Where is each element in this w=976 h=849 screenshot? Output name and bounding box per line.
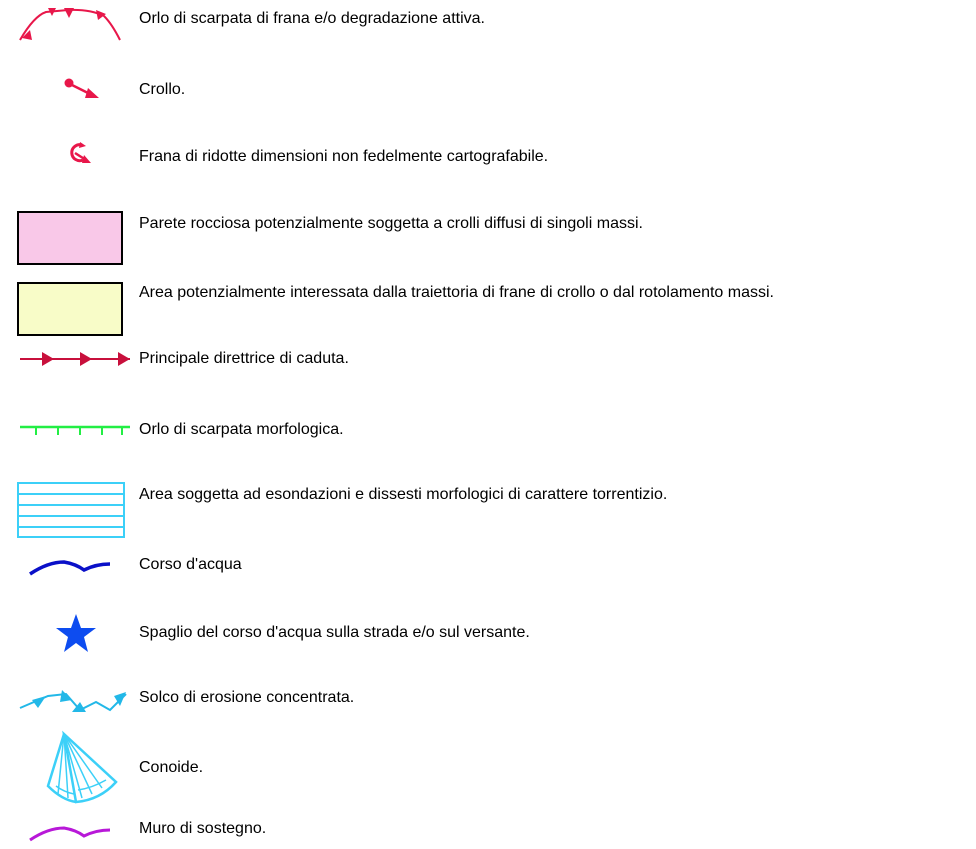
legend-label: Solco di erosione concentrata. [139, 689, 355, 706]
legend-item [0, 480, 976, 540]
legend-item [0, 728, 976, 808]
legend-label: Crollo. [139, 81, 186, 98]
erosion-furrow-icon [18, 686, 130, 716]
legend-label: Conoide. [139, 759, 204, 776]
rockfall-arrow-icon [64, 76, 104, 102]
legend-label: Orlo di scarpata di frana e/o degradazione attiva. [139, 10, 485, 27]
pink-area-icon [17, 211, 123, 265]
legend-item [0, 345, 976, 375]
scarp-active-icon [16, 4, 126, 44]
legend-item [0, 135, 976, 175]
retaining-wall-line-icon [28, 820, 112, 844]
morphological-scarp-icon [18, 423, 133, 439]
legend-item [0, 814, 976, 849]
small-landslide-icon [64, 140, 94, 166]
legend-label: Parete rocciosa potenzialmente soggetta a crolli diffusi di singoli massi. [139, 215, 643, 232]
alluvial-fan-icon [44, 730, 124, 804]
legend-item [0, 680, 976, 720]
legend-item [0, 415, 976, 445]
legend-label: Principale direttrice di caduta. [139, 350, 349, 367]
legend-item [0, 0, 976, 50]
legend-item [0, 280, 976, 340]
legend-item [0, 610, 976, 660]
flood-area-hatch-icon [17, 482, 125, 538]
fall-direction-arrows-icon [18, 349, 133, 369]
legend-item [0, 70, 976, 110]
legend-label: Area soggetta ad esondazioni e dissesti morfologici di carattere torrentizio. [139, 486, 668, 503]
legend-item [0, 550, 976, 580]
legend-label: Spaglio del corso d'acqua sulla strada e/o sul versante. [139, 624, 530, 641]
legend-label: Frana di ridotte dimensioni non fedelmente cartografabile. [139, 148, 549, 165]
watercourse-line-icon [28, 556, 112, 578]
yellow-area-icon [17, 282, 123, 336]
legend-label: Orlo di scarpata morfologica. [139, 421, 344, 438]
star-icon [54, 612, 98, 654]
legend-item [0, 205, 976, 271]
legend-label: Muro di sostegno. [139, 820, 267, 837]
legend-label: Area potenzialmente interessata dalla traiettoria di frane di crollo o dal rotolamento massi. [139, 284, 774, 301]
legend-label: Corso d'acqua [139, 556, 242, 573]
